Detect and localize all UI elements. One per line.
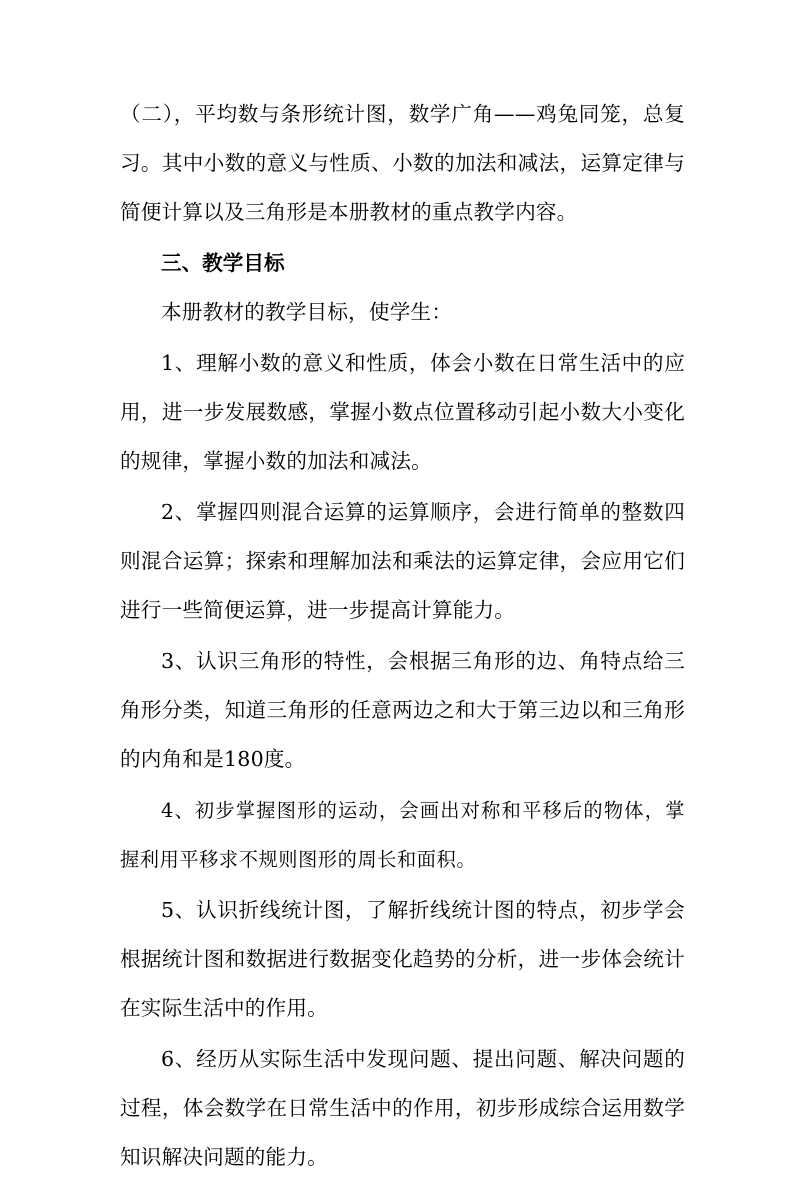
document-body [120, 90, 685, 1184]
goal-5: 5、认识折线统计图，了解折线统计图的特点，初步学会根据统计图和数据进行数据变化趋势的分析，进一步体会统计在实际生活中的作用。 [120, 898, 685, 1020]
intro-paragraph: （二），平均数与条形统计图，数学广角——鸡兔同笼，总复习。其中小数的意义与性质、小数的加法和减法，运算定律与简便计算以及三角形是本册教材的重点教学内容。 [120, 102, 685, 224]
goal-3: 3、认识三角形的特性，会根据三角形的边、角特点给三角形分类，知道三角形的任意两边之和大于第三边以和三角形的内角和是180度。 [120, 649, 685, 771]
section-heading: 三、教学目标 [161, 251, 285, 275]
goal-1: 1、理解小数的意义和性质，体会小数在日常生活中的应用，进一步发展数感，掌握小数点位置移动引起小数大小变化的规律，掌握小数的加法和减法。 [120, 351, 685, 473]
goal-4: 4、初步掌握图形的运动，会画出对称和平移后的物体，掌握利用平移求不规则图形的周长和面积。 [120, 799, 685, 871]
goal-2: 2、掌握四则混合运算的运算顺序，会进行简单的整数四则混合运算；探索和理解加法和乘法的运算定律，会应用它们进行一些简便运算，进一步提高计算能力。 [120, 500, 685, 622]
goal-6: 6、经历从实际生活中发现问题、提出问题、解决问题的过程，体会数学在日常生活中的作用，初步形成综合运用数学知识解决问题的能力。 [120, 1047, 685, 1169]
lead-sentence: 本册教材的教学目标，使学生： [161, 300, 453, 324]
